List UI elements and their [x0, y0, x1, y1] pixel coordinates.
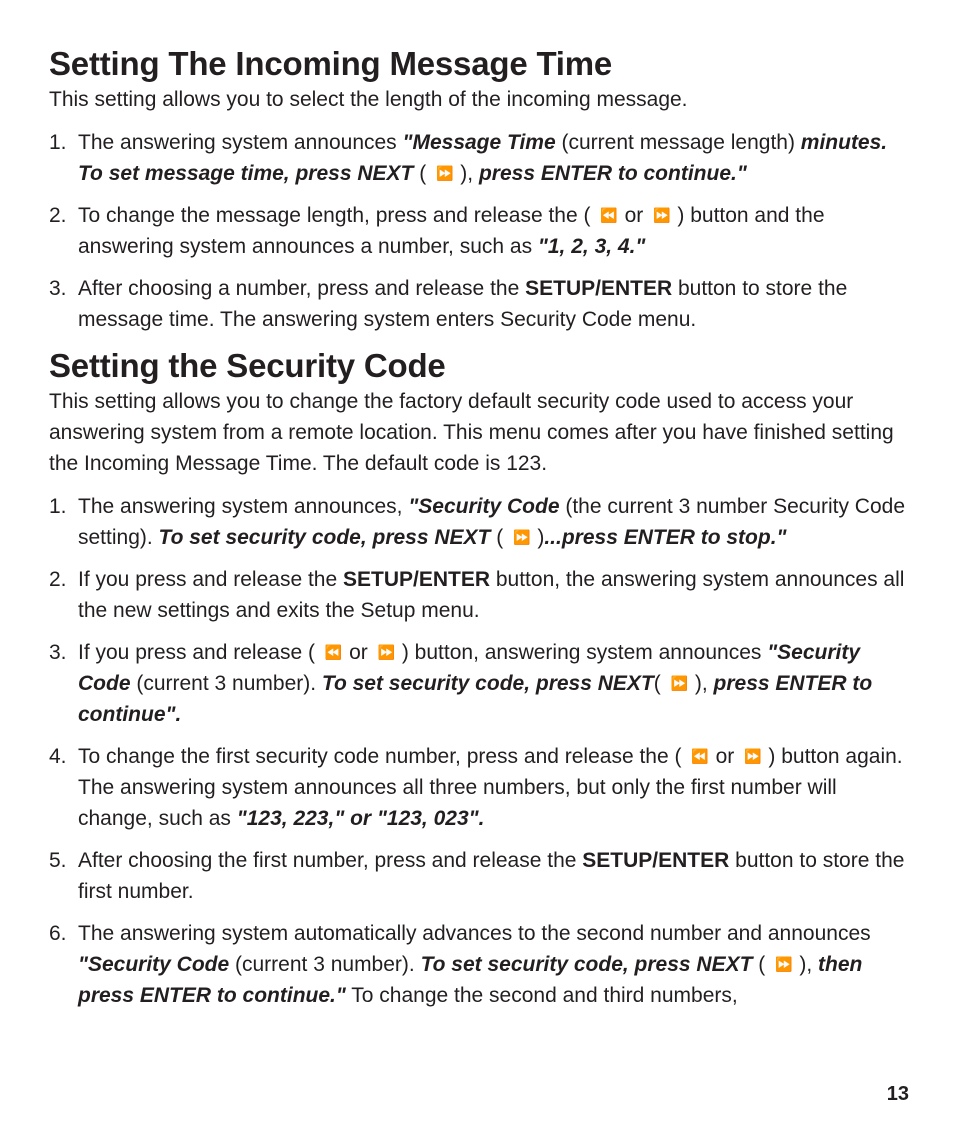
- item-text: ) button and the answering system announces a number, such as: [78, 204, 825, 258]
- announcement-text: "Security Code: [408, 495, 560, 518]
- item-text: (current 3 number).: [229, 953, 421, 976]
- announcement-text: then press ENTER to continue.": [78, 953, 863, 1007]
- button-name-text: SETUP/ENTER: [525, 277, 673, 300]
- announcement-text: To set security code, press NEXT: [321, 672, 654, 695]
- item-text: If you press and release the: [78, 568, 343, 591]
- list-item: [49, 491, 909, 553]
- next-icon: ⏩: [670, 675, 686, 691]
- announcement-text: "Security Code: [78, 953, 230, 976]
- item-text: ): [531, 526, 545, 549]
- next-icon: ⏩: [744, 748, 759, 764]
- announcement-text: "Security Code: [78, 641, 861, 695]
- announcement-text: press ENTER to continue".: [78, 672, 873, 726]
- prev-icon: ⏪: [691, 748, 706, 764]
- item-text: To change the second and third numbers,: [345, 984, 738, 1007]
- list-item: [49, 845, 909, 907]
- list-item: [49, 741, 909, 834]
- item-text: ),: [793, 953, 819, 976]
- button-name-text: SETUP/ENTER: [582, 849, 730, 872]
- item-text: The answering system announces: [78, 131, 403, 154]
- item-text: ) button, answering system announces: [396, 641, 768, 664]
- next-icon: ⏩: [513, 529, 528, 545]
- list-item: [49, 637, 909, 730]
- item-number: 6.: [49, 922, 67, 945]
- announcement-text: To set security code, press NEXT: [158, 526, 491, 549]
- section-intro: This setting allows you to change the factory default security code used to access your answering system from a remote location. This menu comes after you have finished setting the Incoming Message Time. The default code is 123.: [49, 390, 894, 475]
- item-text: or: [618, 204, 650, 227]
- list-item: [49, 564, 909, 626]
- item-number: 5.: [49, 849, 67, 872]
- next-icon: ⏩: [775, 956, 790, 972]
- item-text: After choosing the first number, press and release the: [78, 849, 583, 872]
- announcement-text: "Message Time: [402, 131, 556, 154]
- item-text: ) button again. The answering system announces all three numbers, but only the first number will change, such as: [78, 745, 903, 830]
- item-text: To change the first security code number, press and release the (: [78, 745, 688, 768]
- section-intro: This setting allows you to select the length of the incoming message.: [49, 88, 688, 111]
- page-number: 13: [886, 1083, 909, 1105]
- item-number: 3.: [49, 277, 67, 300]
- next-icon: ⏩: [653, 207, 668, 223]
- item-text: (the current 3 number Security Code setting).: [78, 495, 906, 549]
- item-text: (current 3 number).: [130, 672, 322, 695]
- item-text: (: [490, 526, 510, 549]
- item-text: (current message length): [555, 131, 801, 154]
- announcement-text: minutes. To set message time, press NEXT: [78, 131, 888, 185]
- item-text: button, the answering system announces all the new settings and exits the Setup menu.: [78, 568, 905, 622]
- manual-page: [49, 44, 909, 1022]
- item-text: ),: [454, 162, 479, 185]
- item-number: 3.: [49, 641, 67, 664]
- item-text: The answering system automatically advances to the second number and announces: [78, 922, 871, 945]
- list-item: [49, 918, 909, 1011]
- item-text: After choosing a number, press and release the: [78, 277, 526, 300]
- item-text: or: [343, 641, 374, 664]
- item-text: The answering system announces,: [78, 495, 409, 518]
- announcement-text: "123, 223," or "123, 023".: [236, 807, 485, 830]
- announcement-text: press ENTER to continue.": [478, 162, 747, 185]
- prev-icon: ⏪: [324, 644, 340, 660]
- section-title-security-code: Setting the Security Code: [49, 347, 446, 384]
- item-number: 4.: [49, 745, 67, 768]
- item-number: 1.: [49, 495, 67, 518]
- item-text: (: [752, 953, 772, 976]
- prev-icon: ⏪: [600, 207, 615, 223]
- item-text: button to store the message time. The answering system enters Security Code menu.: [78, 277, 848, 331]
- item-number: 2.: [49, 568, 67, 591]
- section-title-message-time: Setting The Incoming Message Time: [49, 45, 613, 82]
- next-icon: ⏩: [436, 165, 451, 181]
- item-text: button to store the first number.: [78, 849, 905, 903]
- list-item: [49, 273, 909, 335]
- item-text: (: [653, 672, 667, 695]
- item-text: If you press and release (: [78, 641, 321, 664]
- item-text: (: [413, 162, 433, 185]
- announcement-text: "1, 2, 3, 4.": [537, 235, 646, 258]
- announcement-text: ...press ENTER to stop.": [544, 526, 787, 549]
- item-text: ),: [689, 672, 714, 695]
- list-item: [49, 200, 909, 262]
- item-text: To change the message length, press and release the (: [78, 204, 597, 227]
- button-name-text: SETUP/ENTER: [343, 568, 491, 591]
- item-text: or: [709, 745, 741, 768]
- next-icon: ⏩: [377, 644, 393, 660]
- item-number: 2.: [49, 204, 67, 227]
- announcement-text: To set security code, press NEXT: [420, 953, 753, 976]
- list-item: [49, 127, 909, 189]
- item-number: 1.: [49, 131, 67, 154]
